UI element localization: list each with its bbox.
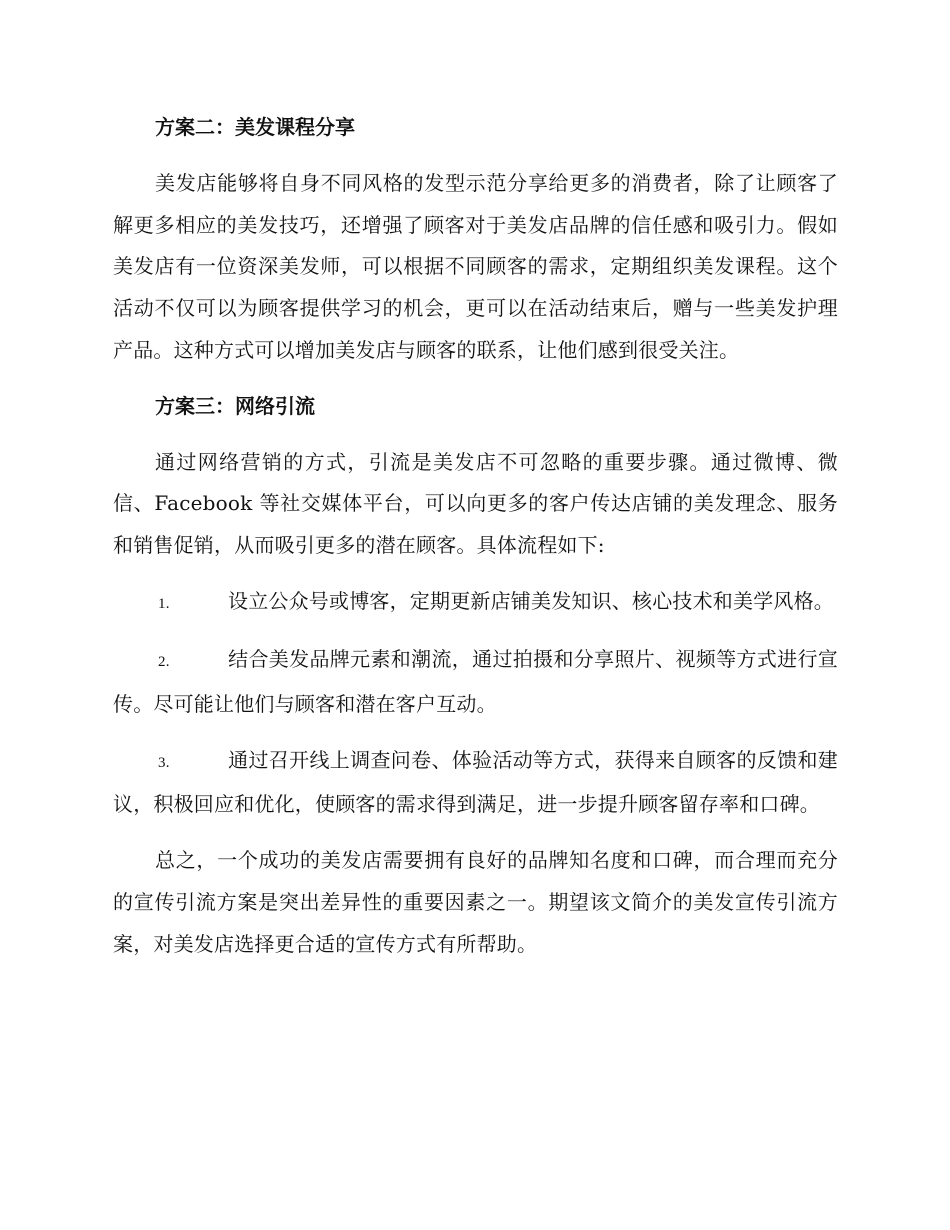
- section-heading-online-traffic: 方案三：网络引流: [155, 393, 315, 418]
- section-heading-course-sharing: 方案二：美发课程分享: [155, 115, 355, 139]
- list-item: [113, 581, 838, 626]
- list-number: 1.: [158, 595, 170, 612]
- list-item-text: 结合美发品牌元素和潮流，通过拍摄和分享照片、视频等方式进行宣传。尽可能让他们与顾客和潜在客户互动。: [113, 647, 838, 717]
- list-item-text: 设立公众号或博客，定期更新店铺美发知识、核心技术和美学风格。: [228, 588, 834, 613]
- list-item: [113, 740, 838, 826]
- conclusion-paragraph: 总之，一个成功的美发店需要拥有良好的品牌知名度和口碑，而合理而充分的宣传引流方案是突出差异性的重要因素之一。期望该文简介的美发宣传引流方案，对美发店选择更合适的宣传方式有所帮助。: [113, 848, 838, 956]
- section-paragraph-online-traffic: 通过网络营销的方式，引流是美发店不可忽略的重要步骤。通过微博、微信、Facebook 等社交媒体平台，可以向更多的客户传达店铺的美发理念、服务和销售促销，从而吸引更多的潜在顾客。具体流程如下:: [113, 449, 838, 557]
- list-number: 2.: [158, 654, 170, 671]
- list-number: 3.: [158, 754, 170, 771]
- list-item-text: 通过召开线上调查问卷、体验活动等方式，获得来自顾客的反馈和建议，积极回应和优化，使顾客的需求得到满足，进一步提升顾客留存率和口碑。: [113, 747, 838, 817]
- section-paragraph-course-sharing: 美发店能够将自身不同风格的发型示范分享给更多的消费者，除了让顾客了解更多相应的美发技巧，还增强了顾客对于美发店品牌的信任感和吸引力。假如美发店有一位资深美发师，可以根据不同顾客的需求，定期组织美发课程。这个活动不仅可以为顾客提供学习的机会，更可以在活动结束后，赠与一些美发护理产品。这种方式可以增加美发店与顾客的联系，让他们感到很受关注。: [113, 171, 838, 362]
- list-item: [113, 639, 838, 725]
